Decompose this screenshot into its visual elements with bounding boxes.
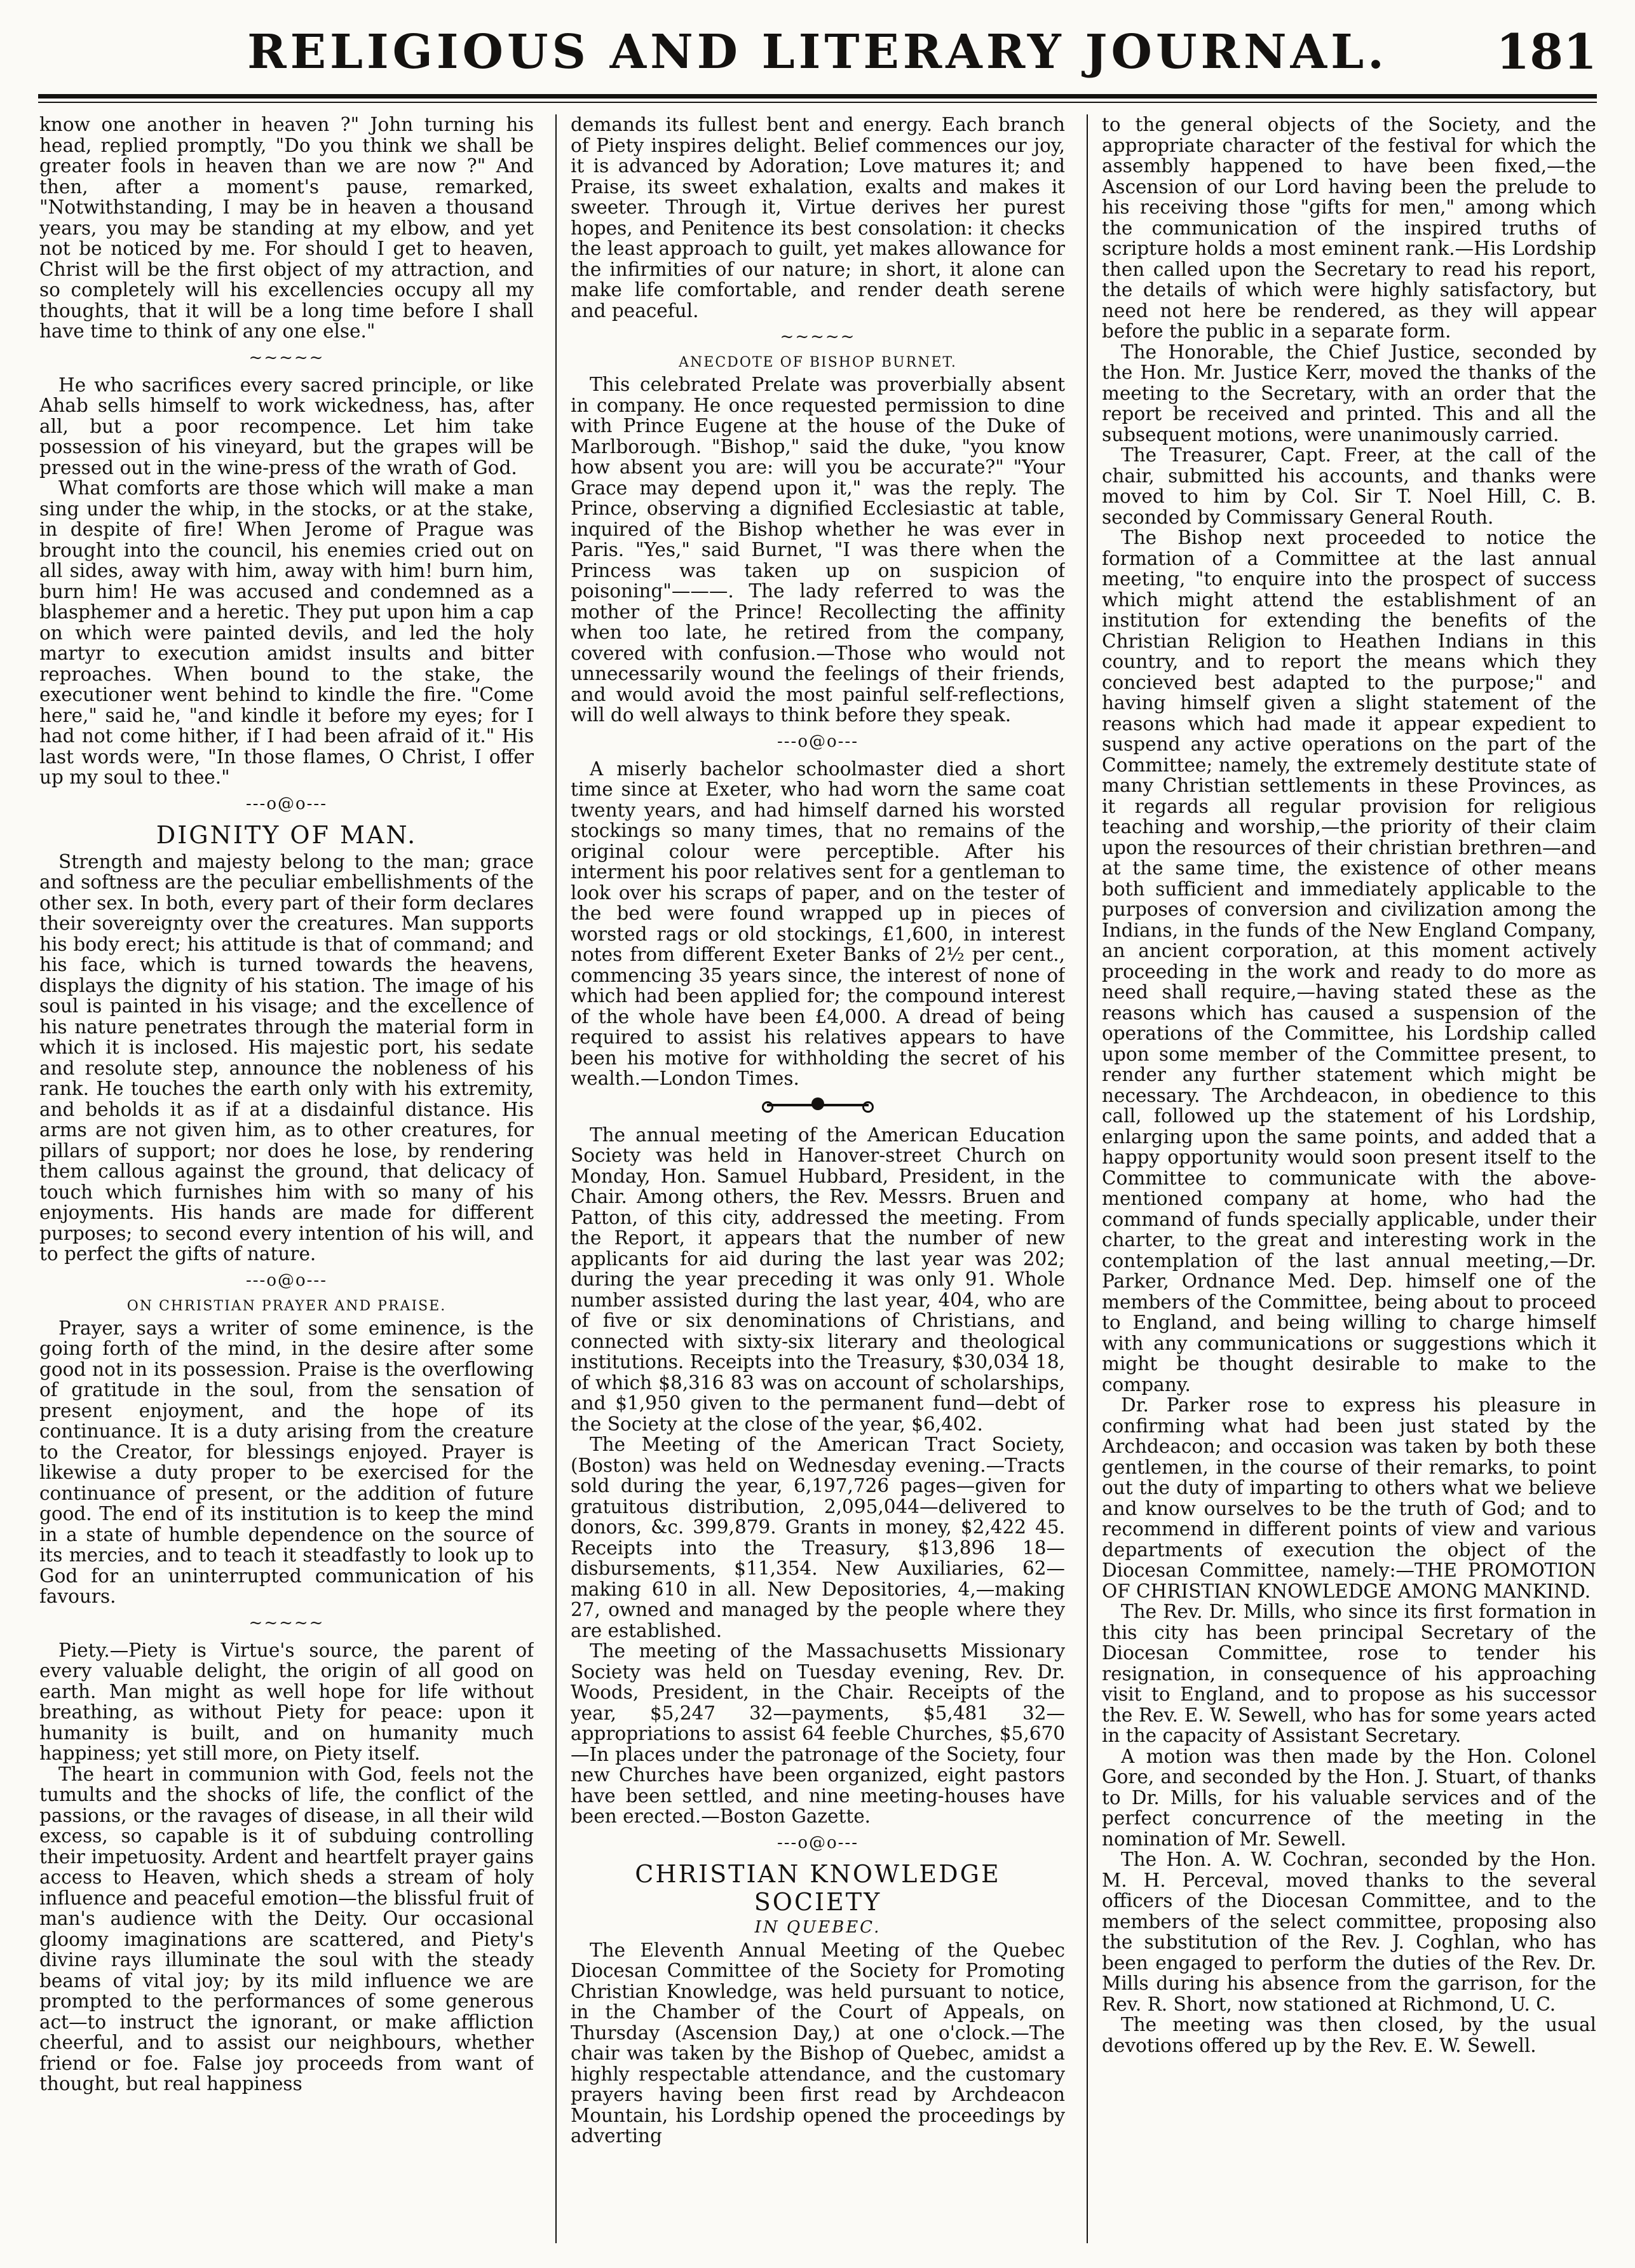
paragraph: to the general objects of the Society, and the appropriate character of the festival for which the assembly happened to have been fixed,—the Ascension of our Lord having been the prelude to his receiving those "gifts for men," among which the communication of the inspired truths of scripture holds a most eminent rank.—His Lordship then called upon the Secretary to read his report, the details of which were highly satisfactory, but need not here be rendered, as they will appear before the public in a separate form. (1102, 114, 1596, 342)
paragraph: What comforts are those which will make a man sing under the whip, in the stocks, or at the stake, in despite of fire! When Jerome of Prague was brought into the council, his enemies cried out on all sides, away with him, away with him! burn him, burn him! He was accused and condemned as a blasphemer and a heretic. They put upon him a cap on which were painted devils, and led the holy martyr to execution amidst insults and bitter reproaches. When bound to the stake, the executioner went behind to kindle the fire. "Come here," said he, "and kindle it before my eyes; for I had not come hither, if I had been afraid of it." His last words were, "In those flames, O Christ, I offer up my soul to thee." (39, 477, 534, 788)
paragraph: The Honorable, the Chief Justice, seconded by the Hon. Mr. Justice Kerr, moved the thanks of the meeting to the Secretary, with an order that the report be received and printed. This and all the subsequent motions, were unanimously carried. (1102, 341, 1596, 445)
paragraph: Prayer, says a writer of some eminence, is the going forth of the mind, in the desire after some good not in its possession. Praise is the overflowing of gratitude in the soul, from the sensation of present enjoyment, and the hope of its continuance. It is a duty arising from the creature to the Creator, for blessings enjoyed. Prayer is likewise a duty proper to be exercised for the continuance of present, or the addition of future good. The end of its institution is to keep the mind in a state of humble dependence on the source of its mercies, and to teach it steadfastly to look up to God for an uninterrupted communication of his favours. (39, 1317, 534, 1607)
paragraph: The Bishop next proceeded to notice the formation of a Committee at the last annual meeting, "to enquire into the prospect of success which might attend the establishment of an institution for extending the benefits of the Christian Religion to Heathen Indians in this country, and to report the means which they concieved best adapted to the purpose;" and having himself given a slight statement of the reasons which had made it appear expedient to suspend any active operations on the part of the Committee; namely, the extremely destitute state of many Christian settlements in these Provinces, as it regards all regular provision for religious teaching and worship,—the priority of their claim upon the resources of their christian brethren—and at the same time, the existence of other means both sufficient and immediately applicable to the purposes of conversion and civilization among the Indians, in the funds of the New England Company, an ancient corporation, at this moment actively proceeding in the work and ready to do more as need shall require,—having stated these as the reasons which has caused a suspension of the operations of the Committee, his Lordship called upon some member of the Committee present, to render any further statement which might be necessary. The Archdeacon, in obedience to this call, followed up the statement of his Lordship, enlarging upon the same points, and added that a happy opportunity would soon present itself to the Committee to communicate with the above-mentioned company at home, who had the command of funds specially applicable, under their charter, to the great and interesting work in the contemplation of the last annual meeting,—Dr. Parker, Ordnance Med. Dep. himself one of the members of the Committee, being about to proceed to England, and being willing to charge himself with any communications or suggestions which it might be thought desirable to make to the company. (1102, 527, 1596, 1395)
paragraph: The Meeting of the American Tract Society, (Boston) was held on Wednesday evening.—Tracts sold during the year, 6,197,726 pages—given for gratuitous distribution, 2,095,044—delivered to donors, &c. 399,879. Grants in money, $2,422 45. Receipts into the Treasury, $13,896 18—disbursements, $11,354. New Auxiliaries, 62—making 610 in all. New Depositories, 4,—making 27, owned and managed by the people where they are established. (571, 1434, 1065, 1641)
ornament-divider: ---o@o--- (245, 1270, 328, 1290)
paragraph: demands its fullest bent and energy. Each branch of Piety inspires delight. Belief commences our joy, it is advanced by Adoration; Love matures it; and Praise, its sweet exhalation, exalts and makes it sweeter. Through it, Virtue derives her purest hopes, and Penitence its best consolation: it checks the least approach to guilt, yet makes allowance for the infirmities of our nature; in short, it alone can make life comfortable, and render death serene and peaceful. (571, 114, 1065, 322)
article-heading: DIGNITY OF MAN. (156, 820, 417, 849)
paragraph: The Hon. A. W. Cochran, seconded by the Hon. M. H. Perceval, moved thanks to the several officers of the Diocesan Committee, and to the members of the select committee, proposing also the substitution of the Rev. J. Coghlan, who has been engaged to perform the duties of the Rev. Dr. Mills during his absence from the garrison, for the Rev. R. Short, now stationed at Richmond, U. C. (1102, 1849, 1596, 2015)
ornament-banner (767, 1096, 869, 1115)
column-3 (1102, 114, 1596, 2243)
paragraph: The Rev. Dr. Mills, who since its first formation in this city has been principal Secretary of the Diocesan Committee, rose to tender his resignation, in consequence of his approaching visit to England, and to propose as his successor the Rev. E. W. Sewell, who has for some years acted in the capacity of Assistant Secretary. (1102, 1601, 1596, 1746)
paragraph: know one another in heaven ?" John turning his head, replied promptly, "Do you think we shall be greater fools in heaven than we are now ?" And then, after a moment's pause, remarked, "Notwithstanding, I may be in heaven a thousand years, you may be standing at my elbow, and yet not be noticed by me. For should I get to heaven, Christ will be the first object of my attraction, and so completely will his excellencies occupy all my thoughts, that it will be a long time before I shall have time to think of any one else." (39, 114, 534, 342)
paragraph: Strength and majesty belong to the man; grace and softness are the peculiar embellishments of the other sex. In both, every part of their form declares their sovereignty over the creatures. Man supports his body erect; his attitude is that of command; and his face, which is turned towards the heavens, displays the dignity of his station. The image of his soul is painted in his visage; and the excellence of his nature penetrates through the material form in which it is inclosed. His majestic port, his sedate and resolute step, announce the nobleness of his rank. He touches the earth only with his extremity, and beholds it as if at a disdainful distance. His arms are not given him, as to other creatures, for pillars of support; nor does he lose, by rendering them callous against the ground, that delicacy of touch which furnishes him with so many of his enjoyments. His hands are made for different purposes; to second every intention of his will, and to perfect the gifts of nature. (39, 850, 534, 1265)
paragraph: The Treasurer, Capt. Freer, at the call of the chair, submitted his accounts, and thanks were moved to him by Col. Sir T. Noel Hill, C. B. seconded by Commissary General Routh. (1102, 444, 1596, 528)
ornament-divider: ~~~~~ (780, 327, 856, 346)
header-thick-rule (38, 94, 1597, 98)
running-title: RELIGIOUS AND LITERARY JOURNAL. (247, 25, 1388, 79)
article-heading: ON CHRISTIAN PRAYER AND PRAISE. (126, 1298, 447, 1314)
paragraph: The meeting was then closed, by the usual devotions offered up by the Rev. E. W. Sewell. (1102, 2014, 1596, 2056)
ornament-divider: ---o@o--- (245, 794, 328, 813)
ornament-divider: ---o@o--- (777, 731, 859, 751)
ornament-divider: ---o@o--- (777, 1833, 859, 1852)
paragraph: The Eleventh Annual Meeting of the Quebec Diocesan Committee of the Society for Promoting Christian Knowledge, was held pursuant to notice, in the Chamber of the Court of Appeals, on Thursday (Ascension Day,) at one o'clock.—The chair was taken by the Bishop of Quebec, amidst a highly respectable attendance, and the customary prayers having been first read by Archdeacon Mountain, his Lordship opened the proceedings by adverting (571, 1939, 1065, 2147)
column-2 (571, 114, 1065, 2243)
paragraph: A miserly bachelor schoolmaster died a short time since at Exeter, who had worn the same coat twenty years, and had himself darned his worsted stockings so many times, that no remains of the original colour were perceptible. After his interment his poor relatives sent for a gentleman to look over his scraps of paper, and on the tester of the bed were found wrapped up in pieces of worsted rags or old stockings, £1,600, in interest notes from different Exeter Banks of 2½ per cent., commencing 35 years since, the interest of none of which had been applied for; the compound interest of the whole have been £4,000. A dread of being required to assist his relatives appears to have been his motive for withholding the secret of his wealth.—London Times. (571, 757, 1065, 1089)
paragraph: He who sacrifices every sacred principle, or like Ahab sells himself to work wickedness, has, after all, but a poor recompence. Let him take possession of his vineyard, but the grapes will be pressed out in the wine-press of the wrath of God. (39, 374, 534, 479)
page-number: 181 (1496, 24, 1597, 80)
ornament-divider: ~~~~~ (248, 1613, 325, 1633)
header-thin-rule (38, 102, 1597, 103)
paragraph: The annual meeting of the American Education Society was held in Hanover-street Church on Monday, Hon. Samuel Hubbard, President, in the Chair. Among others, the Rev. Messrs. Bruen and Patton, of this city, addressed the meeting. From the Report, it appears that the number of new applicants for aid during the last year was 202; during the year preceding it was only 91. Whole number assisted during the last year, 404, who are of five or six denominations of Christians, and connected with sixty-six literary and theological institutions. Receipts into the Treasury, $30,034 18, of which $8,316 83 was on account of scholarships, and $1,950 given to the permanent fund—debt of the Society at the close of the year, $6,402. (571, 1124, 1065, 1435)
article-heading: IN QUEBEC. (754, 1917, 881, 1937)
ornament-divider: ~~~~~ (248, 348, 325, 367)
column-divider (1087, 114, 1088, 2243)
paragraph: A motion was then made by the Hon. Colonel Gore, and seconded by the Hon. J. Stuart, of thanks to Dr. Mills, for his valuable services and of the perfect concurrence of the meeting in the nomination of Mr. Sewell. (1102, 1745, 1596, 1850)
paragraph: Dr. Parker rose to express his pleasure in confirming what had been just stated by the Archdeacon; and occasion was taken by both these gentlemen, in the course of their remarks, to point out the duty of imparting to others what we believe and know ourselves to be the truth of God; and to recommend in different points of view and various departments of execution the object of the Diocesan Committee, namely:—THE PROMOTION OF CHRISTIAN KNOWLEDGE AMONG MANKIND. (1102, 1394, 1596, 1602)
article-heading: CHRISTIAN KNOWLEDGE SOCIETY (635, 1859, 1001, 1916)
article-heading: ANECDOTE OF BISHOP BURNET. (679, 355, 957, 370)
page-header (38, 14, 1597, 90)
paragraph: The heart in communion with God, feels not the tumults and the shocks of life, the conflict of the passions, or the ravages of disease, in all their wild excess, so capable is it of subduing controlling their impetuosity. Ardent and heartfelt prayer gains access to Heaven, which sheds a stream of holy influence and peaceful emotion—the blissful fruit of man's audience with the Deity. Our occasional gloomy imaginations are scattered, and Piety's divine rays illuminate the soul with the steady beams of vital joy; by its mild influence we are prompted to the performances of some generous act—to instruct the ignorant, or make affliction cheerful, and to assist our neighbours, whether friend or foe. False joy proceeds from want of thought, but real happiness (39, 1763, 534, 2095)
column-divider (555, 114, 557, 2243)
paragraph: Piety.—Piety is Virtue's source, the parent of every valuable delight, the origin of all good on earth. Man might as well hope for life without breathing, as without Piety for peace: upon it humanity is built, and on humanity much happiness; yet still more, on Piety itself. (39, 1639, 534, 1764)
paragraph: This celebrated Prelate was proverbially absent in company. He once requested permission to dine with Prince Eugene at the house of the Duke of Marlborough. "Bishop," said the duke, "you know how absent you are: will you be accurate?" "Your Grace may depend upon it," was the reply. The Prince, observing a dignified Ecclesiastic at table, inquired of the Bishop whether he was ever in Paris. "Yes," said Burnet, "I was there when the Princess was taken up on suspicion of poisoning"———. The lady referred to was the mother of the Prince! Recollecting the affinity when too late, he retired from the company, covered with confusion.—Those who would not unnecessarily wound the feelings of their friends, and would avoid the most painful self-reflections, will do well always to think before they speak. (571, 374, 1065, 726)
column-1 (39, 114, 534, 2243)
paragraph: The meeting of the Massachusetts Missionary Society was held on Tuesday evening, Rev. Dr. Woods, President, in the Chair. Receipts of the year, $5,247 32—payments, $5,481 32—appropriations to assist 64 feeble Churches, $5,670—In places under the patronage of the Society, four new Churches have been organized, eight pastors have been settled, and nine meeting-houses have been erected.—Boston Gazette. (571, 1640, 1065, 1827)
